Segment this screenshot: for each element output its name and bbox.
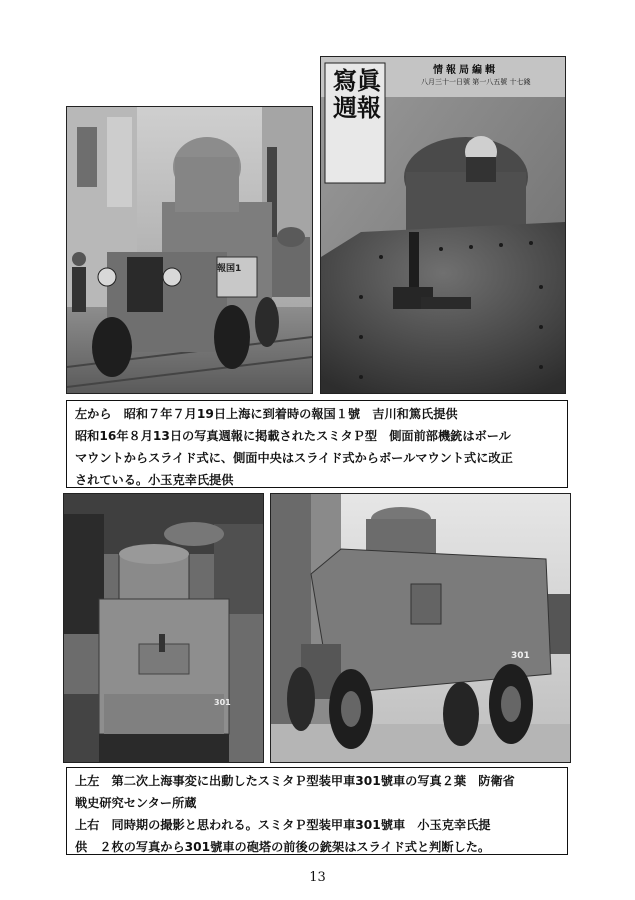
photo-houkoku-1-armored-car	[66, 106, 313, 394]
photo-301-rear-left	[63, 493, 264, 763]
caption-top-line: 昭和16年８月13日の写真週報に掲載されたスミタＰ型 側面前部機銃はボール	[75, 429, 511, 443]
magazine-issue-date: 八月三十一日號 第一八五號 十七錢	[421, 78, 531, 86]
caption-top	[66, 400, 568, 488]
caption-bottom-line: 上右 同時期の撮影と思われる。スミタＰ型装甲車301號車 小玉克幸氏提	[75, 818, 491, 832]
caption-top-line: マウントからスライド式に、側面中央はスライド式からボールマウント式に改正	[75, 451, 513, 465]
magazine-publisher: 情報局編輯	[433, 65, 498, 76]
magazine-title: 寫眞週報	[333, 66, 381, 122]
caption-top-line: 左から 昭和７年７月19日上海に到着時の報国１號 吉川和篤氏提供	[75, 407, 458, 421]
photo-301-rear-right	[270, 493, 571, 763]
hull-number-left: 301	[214, 698, 231, 707]
caption-bottom-line: 供 ２枚の写真から301號車の砲塔の前後の銃架はスライド式と判断した。	[75, 840, 491, 854]
photo-shashin-shuho-cover	[320, 56, 566, 394]
caption-top-line: されている。小玉克幸氏提供	[75, 473, 234, 487]
caption-bottom-line: 戦史研究センター所蔵	[75, 796, 197, 810]
caption-bottom	[66, 767, 568, 855]
hull-number-right: 301	[511, 651, 530, 661]
caption-bottom-line: 上左 第二次上海事変に出動したスミタＰ型装甲車301號車の写真２葉 防衛省	[75, 774, 515, 788]
page-number: 13	[309, 870, 326, 885]
front-plate-marking: 報国1	[217, 264, 242, 274]
